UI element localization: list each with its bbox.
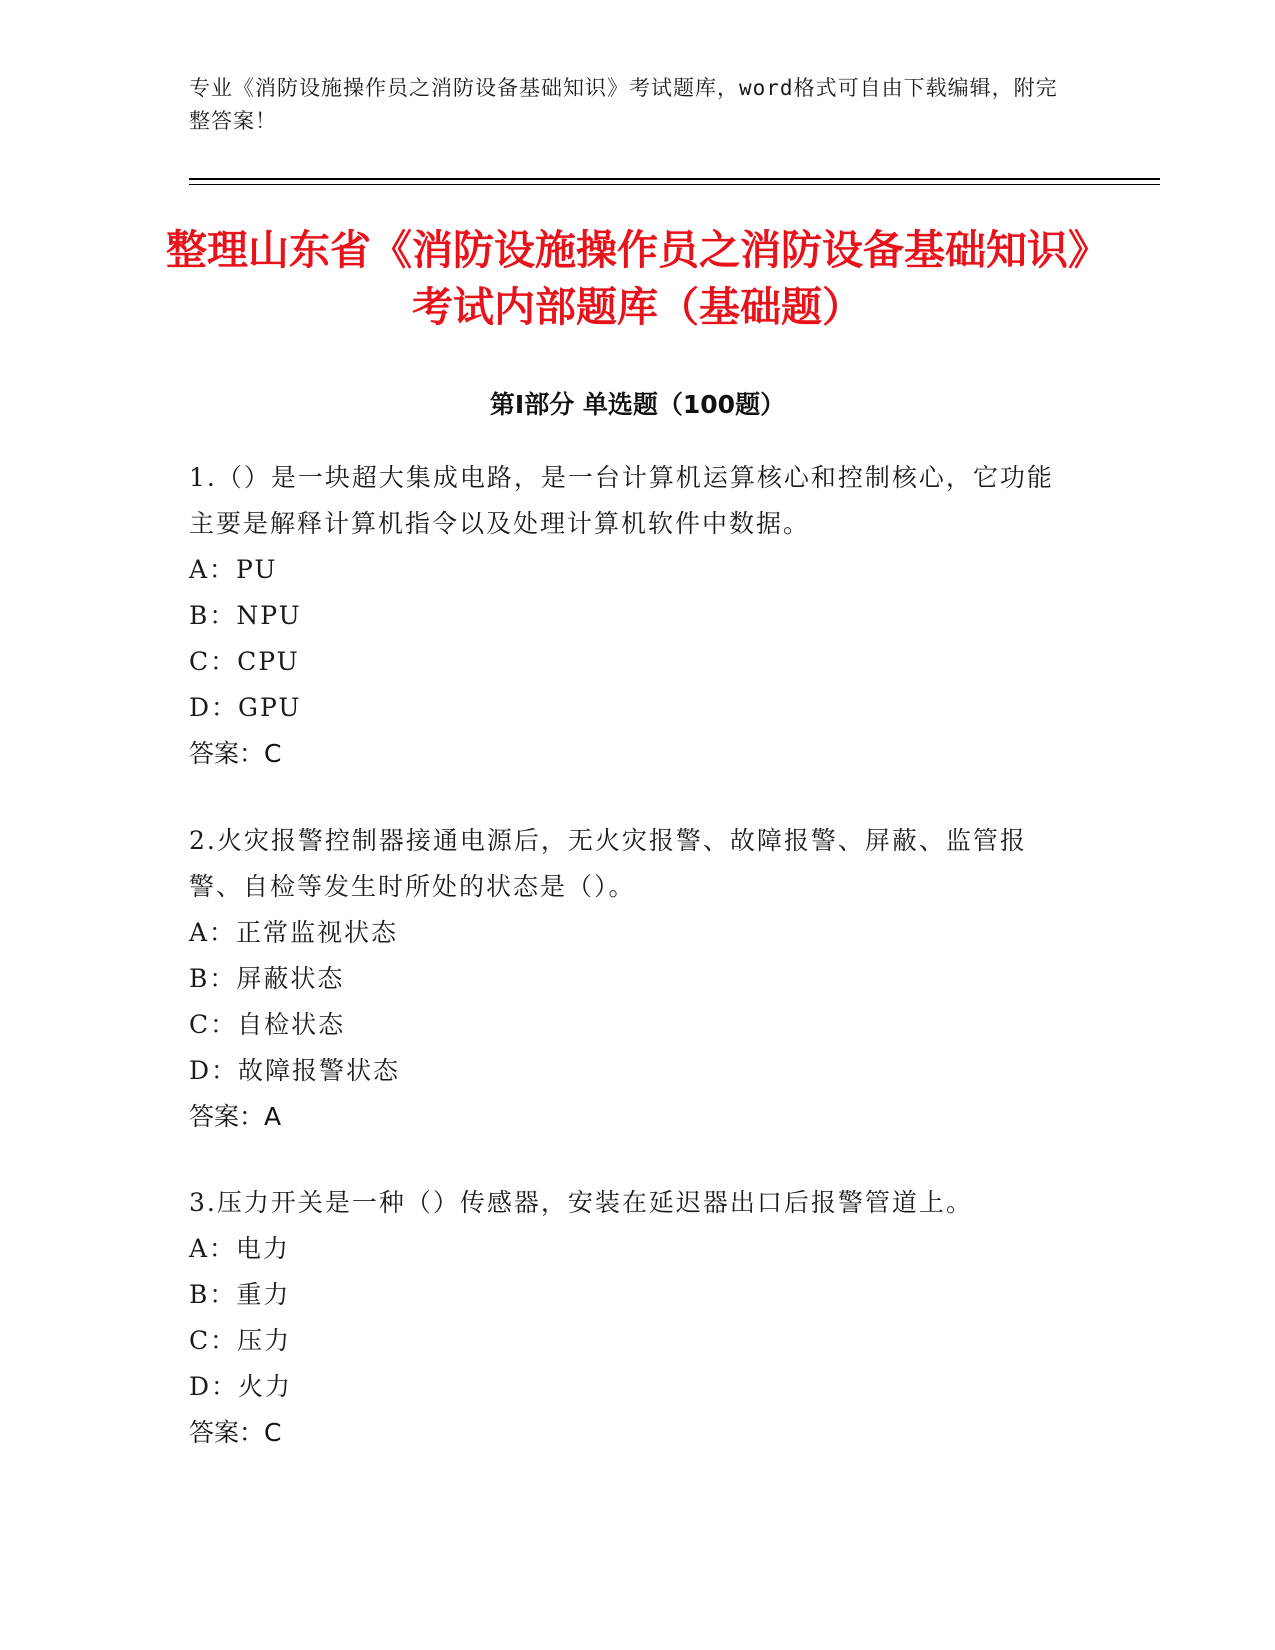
option-d: D：火力 xyxy=(189,1372,293,1401)
header-divider-thin xyxy=(189,184,1160,185)
option-b: B：重力 xyxy=(189,1280,291,1309)
option-a: A：电力 xyxy=(189,1234,291,1263)
answer: 答案：C xyxy=(189,739,282,768)
option-d: D：故障报警状态 xyxy=(189,1056,401,1085)
option-c: C：自检状态 xyxy=(189,1010,346,1039)
answer: 答案：C xyxy=(189,1418,282,1447)
option-b: B：NPU xyxy=(189,601,302,630)
option-c: C：CPU xyxy=(189,647,300,676)
question-stem: 3.压力开关是一种（）传感器，安装在延迟器出口后报警管道上。 xyxy=(189,1188,973,1217)
question-1 xyxy=(189,455,1069,777)
header-divider-thick xyxy=(189,178,1160,180)
question-stem: 1.（）是一块超大集成电路，是一台计算机运算核心和控制核心，它功能主要是解释计算机指令以及处理计算机软件中数据。 xyxy=(189,463,1054,538)
option-b: B：屏蔽状态 xyxy=(189,964,345,993)
section-title: 第Ⅰ部分 单选题（100题） xyxy=(489,390,786,419)
option-a: A：正常监视状态 xyxy=(189,918,399,947)
document-title: 整理山东省《消防设施操作员之消防设备基础知识》考试内部题库（基础题） xyxy=(166,226,1109,331)
answer: 答案：A xyxy=(189,1102,282,1131)
option-a: A：PU xyxy=(189,555,278,584)
option-d: D：GPU xyxy=(189,693,302,722)
question-stem: 2.火灾报警控制器接通电源后，无火灾报警、故障报警、屏蔽、监管报警、自检等发生时所处的状态是（）。 xyxy=(189,826,1027,901)
header-note: 专业《消防设施操作员之消防设备基础知识》考试题库，word格式可自由下载编辑，附完整答案！ xyxy=(189,76,1058,133)
question-2 xyxy=(189,818,1069,1140)
option-c: C：压力 xyxy=(189,1326,292,1355)
question-3 xyxy=(189,1180,1069,1456)
